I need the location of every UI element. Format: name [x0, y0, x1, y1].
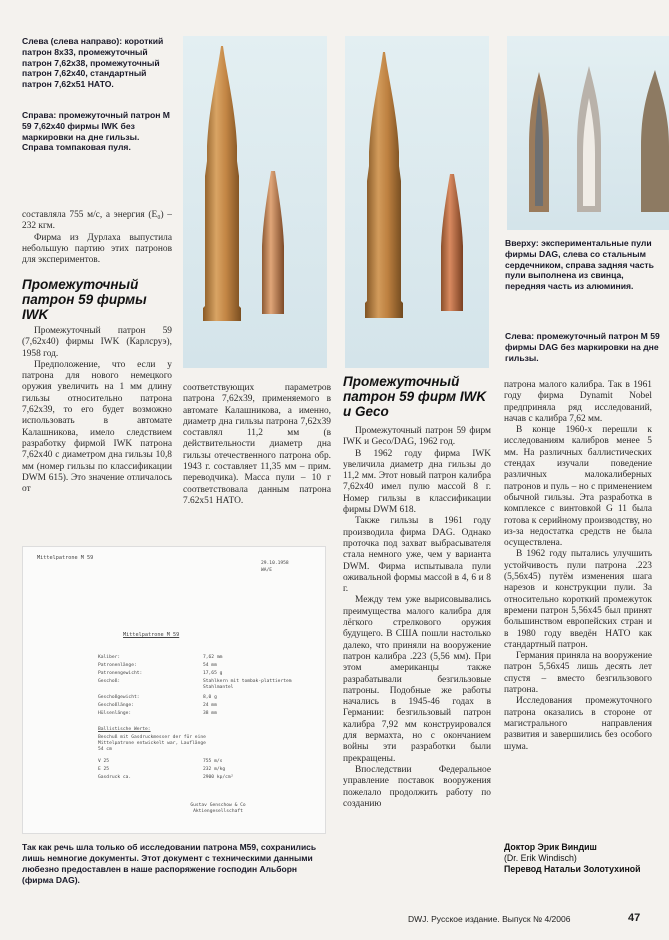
doc-row-label: Geschoß: [98, 679, 121, 684]
doc-ballistics-note: Beschuß mit Gasdruckmesser der für eine Mittelpatrone entwickelt war, Lauflänge 54 cm [98, 735, 206, 752]
doc-row-label: Hülsenlänge: [98, 711, 132, 716]
translator-name: Перевод Натальи Золотухиной [504, 864, 641, 874]
caption-cartridges-left: Слева (слева направо): короткий патрон 8x33, промежуточный патрон 7,62x38, промежуточный патрон 7,62x40, стандартный патрон 7,62x51 НАТО. [22, 36, 164, 90]
caption-m59-right: Справа: промежуточный патрон М 59 7,62x40 фирмы IWK без маркировки на дне гильзы. Справа томпаковая пуля. [22, 110, 170, 153]
cartridge-image-2 [345, 36, 489, 368]
doc-row-value: 38 mm [203, 711, 217, 716]
doc-date-sub: WA/E [261, 568, 273, 573]
doc-row-value: 24 mm [203, 703, 217, 708]
cartridge-image-1 [183, 36, 327, 368]
doc-row-value: 17,65 g [203, 671, 223, 676]
doc-footer: Gustav Genschow & Co Aktiengesellschaft [190, 803, 246, 814]
doc-bal-value: 2900 kp/cm² [203, 775, 234, 780]
bullets-cutaway-image [507, 36, 669, 230]
doc-row-value: 8,0 g [203, 695, 217, 700]
doc-bal-label: Gasdruck ca. [98, 775, 132, 780]
article-signature [504, 842, 654, 875]
photo-cartridge-iwk [183, 36, 327, 368]
column-1-body: Промежуточный патрон 59 (7,62x40) фирмы IWK (Карлсруэ), 1958 год. Предположение, что если у патрона для нового немецкого оружия увеличить на 1 мм длину гильзы относительно патрона 7,62x39, то его будет возможно использовать в автомате Калашникова, имело следствием разработку фирмой IWK патрона 7,62x40 с диаметром дна гильзы 10,8 мм (номер гильзы по классификации DWM 615). Это значение отличалось от [22, 326, 172, 495]
doc-date: 29.10.1958 [261, 561, 289, 566]
heading-iwk-geco: Промежуточный патрон 59 фирм IWK и Geco [343, 374, 487, 419]
doc-bal-value: 232 m/kg [203, 767, 226, 772]
author-name: Доктор Эрик Виндиш [504, 842, 597, 852]
doc-bal-label: E 25 [98, 767, 110, 772]
doc-row-value: 54 mm [203, 663, 217, 668]
column-4-body: патрона малого калибра. Так в 1961 году фирма Dynamit Nobel предприняла ряд исследований, начав с калибра 7,62 мм. В конце 1960-х перешли к исследованиям калибров менее 5 мм. На различных баллистических стендах изучали поведение различных малокалиберных патронов и пуль – но с применением обычной гильзы. Эта разработка в комплексе с винтовкой G 11 была готова к серийному производству, но из-за недостатка средств не была осуществлена. В 1962 году пытались улучшить устойчивость пули патрона .223 (5,56x45) путём изменения шага нарезов и конструкции пули. За относительно короткий промежуток времени патрон 5,56x45 был принят большинством европейских стран и в 1980 году введён НАТО как стандартный патрон. Германия приняла на вооружение патрон 5,56x45 лишь десять лет спустя – вместо безгильзового патрона. Исследования промежуточного патрона оказались в стороне от магистрального направления развития и завершились без особого шума. [504, 380, 652, 752]
magazine-footer: DWJ. Русское издание. Выпуск № 4/2006 [408, 914, 571, 924]
doc-row-value: 7,62 mm [203, 655, 223, 660]
photo-experimental-bullets [507, 36, 669, 230]
document-scan-m59 [22, 546, 326, 834]
doc-bal-value: 755 m/s [203, 759, 223, 764]
doc-ballistics-title: Ballistische Werte: [98, 727, 151, 732]
doc-header: Mittelpatrone M 59 [37, 555, 94, 561]
caption-experimental-bullets: Вверху: экспериментальные пули фирмы DAG, слева со стальным сердечником, справа задняя часть пули выполнена из свинца, передняя часть из алюминия. [505, 238, 654, 292]
doc-row-label: Kaliber: [98, 655, 121, 660]
caption-m59-dag: Слева: промежуточный патрон М 59 фирмы DAG без маркировки на дне гильзы. [505, 331, 660, 363]
column-2-body: соответствующих параметров патрона 7,62x39, применяемого в автомате Калашникова, а именно, диаметр дна гильзы патрона 7,62x39 составлял 11,2 мм (в действительности диаметр дна гильзы отечественного патрона обр. 1943 г. составляет 11,35 мм – прим. переводчика). Масса пули – 10 г соответствовала данным патрона 7.62x51 НАТО. [183, 383, 331, 506]
doc-title: Mittelpatrone M 59 [123, 632, 180, 638]
doc-row-label: Geschoßgewicht: [98, 695, 140, 700]
doc-bal-label: V 25 [98, 759, 110, 764]
author-name-en: (Dr. Erik Windisch) [504, 853, 577, 863]
doc-row-label: Patronengewicht: [98, 671, 143, 676]
doc-row-label: Geschoßlänge: [98, 703, 134, 708]
doc-row-label: Patronenlänge: [98, 663, 137, 668]
photo-cartridge-dag [345, 36, 489, 368]
column-3-body: Промежуточный патрон 59 фирм IWK и Geco/DAG, 1962 год. В 1962 году фирма IWK увеличила диаметр дна гильзы до 11,2 мм. Этот новый патрон калибра 7,62x40 имел пулю массой 8 г. Номер гильзы в классификации фирмы DWM 618. Также гильзы в 1961 году производила фирма DAG. Однако проточка под захват выбрасывателя стала немного уже, чем у варианта DWM. Фирма испытывала пули оживальной формы массой в 4, 6 и 8 г. Между тем уже вырисовывались преимущества малого калибра для лёгкого стрелкового оружия будущего. В США пошли настолько далеко, что приняли на вооружение патрон калибра .223 (5,56 мм). При этом американцы также разрабатывали безгильзовые патроны. Подобные же работы начались в 1945-46 годах в Германии: безгильзовый патрон калибра 7,92 мм конструировался для вермахта, но с окончанием войны эти разработки были прекращены. Впоследствии Федеральное управление поставок вооружения пожелало продолжить работу по созданию [343, 426, 491, 809]
heading-iwk-cartridge: Промежуточный патрон 59 фирмы IWK [22, 277, 147, 322]
caption-document: Так как речь шла только об исследовании патрона М59, сохранились лишь немногие документы. Этот документ с техническими данными любезно предоставлен в наше распоряжение господин Альборн (фирма DAG). [22, 842, 317, 885]
doc-row-value: Stahlkern mit tombak-plattiertem Stahlmantel [203, 679, 292, 690]
column-1-top: составляла 755 м/с, а энергия (E₀) – 232 кгм. Фирма из Дурлаха выпустила небольшую партию этих патронов для экспериментов. [22, 210, 172, 266]
page-number: 47 [628, 912, 641, 924]
